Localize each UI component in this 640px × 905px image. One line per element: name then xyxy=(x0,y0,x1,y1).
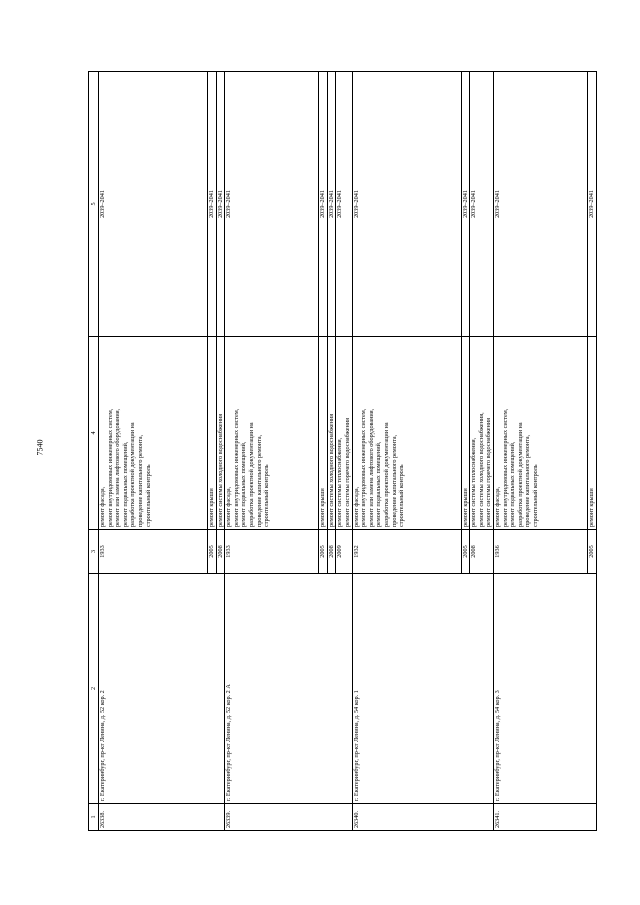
work-description-cell: ремонт крыши xyxy=(319,337,328,530)
year-cell: 2008 xyxy=(470,530,494,574)
header-row xyxy=(89,72,99,831)
header-col-2: 2 xyxy=(89,574,99,804)
year-cell: 2008 xyxy=(216,530,225,574)
table-row xyxy=(99,72,208,831)
work-description-cell: ремонт фасада, ремонт внутридомовых инженерных систем, ремонт или замена лифтового оборудования, ремонт подвальных помещений, разработка проектной документации на проведение капитального ремонта, строительный контроль xyxy=(99,337,208,530)
table-row xyxy=(352,72,461,831)
year-cell: 1933 xyxy=(225,530,319,574)
year-cell: 1936 xyxy=(493,530,587,574)
table-body xyxy=(99,72,597,831)
work-description-cell: ремонт крыши xyxy=(461,337,470,530)
year-cell: 2005 xyxy=(587,530,596,574)
period-cell: 2039–2041 xyxy=(319,72,328,337)
record-number: 26339. xyxy=(225,804,352,831)
header-col-4: 4 xyxy=(89,337,99,530)
header-col-3: 3 xyxy=(89,530,99,574)
work-description-cell: ремонт системы теплоснабжения, ремонт системы горячего водоснабжения xyxy=(336,337,352,530)
record-number: 26340. xyxy=(352,804,493,831)
record-number: 26341. xyxy=(493,804,596,831)
work-description-cell: ремонт фасада, ремонт внутридомовых инженерных систем, ремонт или замена лифтового оборудования, ремонт подвальных помещений, разработка проектной документации на проведение капитального ремонта, строительный контроль xyxy=(352,337,461,530)
record-address: г. Екатеринбург, пр-кт Ленина, д. 52 кор. 2 А xyxy=(225,574,352,804)
year-cell: 2008 xyxy=(327,530,336,574)
year-cell: 2005 xyxy=(208,530,217,574)
work-description-cell: ремонт крыши xyxy=(587,337,596,530)
work-description-cell: ремонт системы холодного водоснабжения xyxy=(216,337,225,530)
period-cell: 2039–2041 xyxy=(470,72,494,337)
table-row xyxy=(493,72,587,831)
work-description-cell: ремонт фасада, ремонт внутридомовых инженерных систем, ремонт подвальных помещений, разработка проектной документации на проведение капитального ремонта, строительный контроль xyxy=(225,337,319,530)
year-cell: 2005 xyxy=(461,530,470,574)
period-cell: 2039–2041 xyxy=(336,72,352,337)
period-cell: 2039–2041 xyxy=(208,72,217,337)
period-cell: 2039–2041 xyxy=(216,72,225,337)
year-cell: 2009 xyxy=(336,530,352,574)
year-cell: 1933 xyxy=(99,530,208,574)
period-cell: 2039–2041 xyxy=(493,72,587,337)
record-address: г. Екатеринбург, пр-кт Ленина, д. 52 кор. 2 xyxy=(99,574,225,804)
work-description-cell: ремонт системы теплоснабжения, ремонт системы холодного водоснабжения, ремонт системы горячего водоснабжения xyxy=(470,337,494,530)
table-row xyxy=(225,72,319,831)
header-col-1: 1 xyxy=(89,804,99,831)
period-cell: 2039–2041 xyxy=(352,72,461,337)
work-description-cell: ремонт крыши xyxy=(208,337,217,530)
period-cell: 2039–2041 xyxy=(461,72,470,337)
record-number: 26338. xyxy=(99,804,225,831)
record-address: г. Екатеринбург, пр-кт Ленина, д. 54 кор. 3 xyxy=(493,574,596,804)
period-cell: 2039–2041 xyxy=(587,72,596,337)
work-description-cell: ремонт системы холодного водоснабжения xyxy=(327,337,336,530)
year-cell: 1932 xyxy=(352,530,461,574)
period-cell: 2039–2041 xyxy=(99,72,208,337)
period-cell: 2039–2041 xyxy=(327,72,336,337)
page-number: 7540 xyxy=(35,439,45,456)
table-wrapper xyxy=(88,77,597,831)
header-col-5: 5 xyxy=(89,72,99,337)
repair-schedule-table xyxy=(88,71,597,831)
record-address: г. Екатеринбург, пр-кт Ленина, д. 54 кор. 1 xyxy=(352,574,493,804)
period-cell: 2039–2041 xyxy=(225,72,319,337)
year-cell: 2005 xyxy=(319,530,328,574)
work-description-cell: ремонт фасада, ремонт внутридомовых инженерных систем, ремонт подвальных помещений, разработка проектной документации на проведение капитального ремонта, строительный контроль xyxy=(493,337,587,530)
